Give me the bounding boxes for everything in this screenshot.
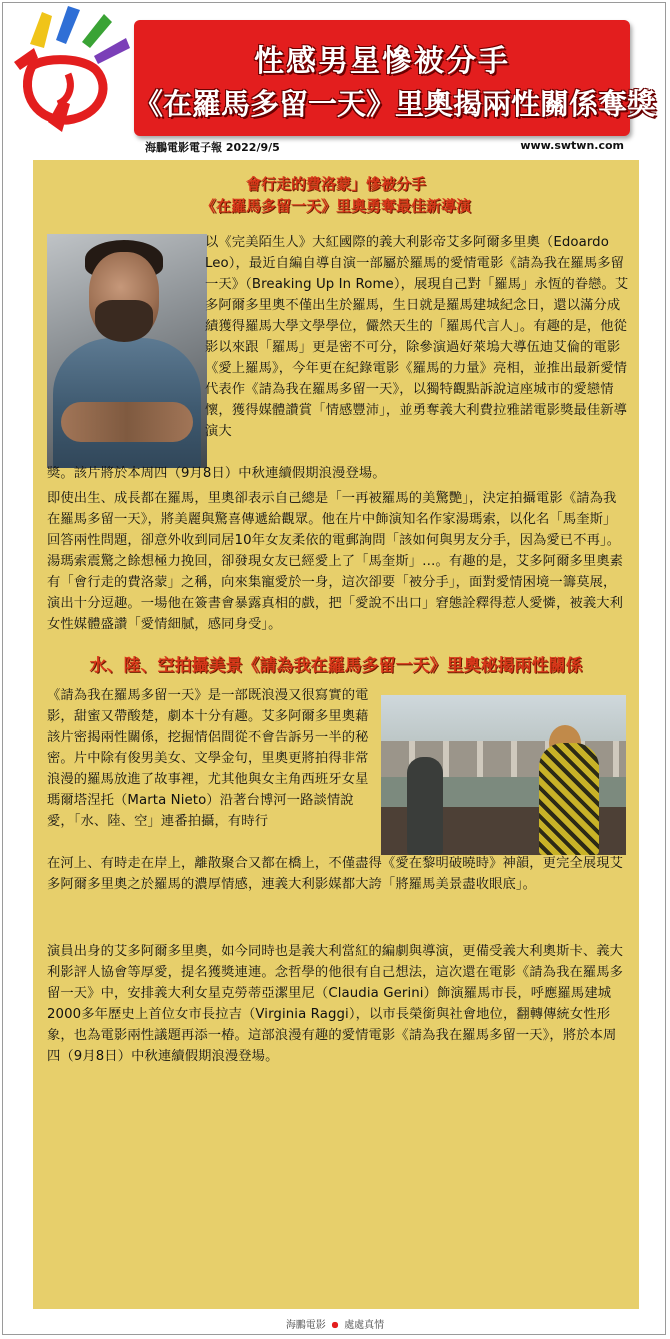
- paragraph-3: 《請為我在羅馬多留一天》是一部既浪漫又很寫實的電影，甜蜜又帶酸楚，劇本十分有趣。艾多阿爾多里奧藉該片密揭兩性關係，挖掘情侶間從不會告訴另一半的秘密。片中除有俊男美女、文學金句，里奧更將拍得非常浪漫的羅馬放進了故事裡，尤其他與女主角西班牙女星瑪爾塔涅托（Marta Nieto）沿著台博河一路談情說愛，「水、陸、空」連番拍攝，有時行: [47, 688, 369, 829]
- subheading-1-line-2: 《在羅馬多留一天》里奧勇奪最佳新導演: [200, 197, 471, 215]
- subheading-2: 水、陸、空拍攝美景《請為我在羅馬多留一天》里奧秘揭兩性關係: [89, 656, 583, 676]
- footer: [0, 1316, 670, 1331]
- paragraph-3-tail: 在河上、有時走在岸上，離散聚合又都在橋上，不僅盡得《愛在黎明破曉時》神韻，更完全展現艾多阿爾多里奧之於羅馬的濃厚情感，連義大利影媒都大誇「將羅馬美景盡收眼底」。: [47, 856, 624, 892]
- logo-mini-icon: [329, 1320, 341, 1330]
- footer-slogan: 處處真情: [344, 1320, 385, 1331]
- paragraph-1-tail: 獎。該片將於本周四（9月8日）中秋連續假期浪漫登場。: [47, 466, 386, 481]
- site-url[interactable]: www.swtwn.com: [520, 139, 624, 152]
- footer-brand: 海鵬電影: [285, 1320, 326, 1331]
- headline-line-2: 《在羅馬多留一天》里奧揭兩性關係奪獎: [134, 87, 657, 121]
- actor-portrait-photo: [47, 234, 207, 468]
- paragraph-2: 即使出生、成長都在羅馬，里奧卻表示自己總是「一再被羅馬的美驚艷」，決定拍攝電影《請為我在羅馬多留一天》，將美麗與驚喜傳遞給觀眾。他在片中飾演知名作家湯瑪索，以化名「馬奎斯」回答兩性問題，卻意外收到同居10年女友柔依的電郵詢問「該如何與男友分手，因為愛已不再」。湯瑪索震驚之餘想極力挽回，卻發現女友已經愛上了「馬奎斯」…。有趣的是，艾多阿爾多里奧素有「會行走的費洛蒙」之稱，向來集寵愛於一身，這次卻要「被分手」，面對愛情困境一籌莫展，演出十分逗趣。一場他在簽書會暴露真相的戲，把「愛說不出口」窘態詮釋得惹人愛憐，被義大利女性媒體盛讚「愛情細膩，感同身受」。: [47, 491, 624, 632]
- article-panel: [33, 160, 639, 1309]
- paragraph-1: 以《完美陌生人》大紅國際的義大利影帝艾多阿爾多里奧（Edoardo Leo），最近自編自導自演一部屬於羅馬的愛情電影《請為我在羅馬多留一天》（Breaking Up In Rome），展現自己對「羅馬」永恆的眷戀。艾多阿爾多里奧不僅出生於羅馬，生日就是羅馬建城紀念日，還以滿分成績獲得羅馬大學文學學位，儼然天生的「羅馬代言人」。有趣的是，他從影以來跟「羅馬」更是密不可分，除參演過好萊塢大導伍迪艾倫的電影《愛上羅馬》，今年更在紀錄電影《羅馬的力量》亮相，並推出最新愛情代表作《請為我在羅馬多留一天》，以獨特觀點訴說這座城市的愛戀情懷，獲得媒體讚賞「情感豐沛」，並勇奪義大利費拉雅諾電影獎最佳新導演大: [205, 235, 629, 439]
- title-banner: [134, 20, 657, 136]
- headline-line-1: 性感男星慘被分手: [254, 44, 510, 79]
- haipeng-logo: [8, 4, 138, 139]
- subheading-1-line-1: 會行走的費洛蒙」慘被分手: [245, 175, 426, 193]
- publication-date: 海鵬電影電子報 2022/9/5: [145, 141, 280, 154]
- paragraph-4: 演員出身的艾多阿爾多里奧，如今同時也是義大利當紅的編劇與導演，更備受義大利奧斯卡、義大利影評人協會等厚愛，提名獲獎連連。念哲學的他很有自己想法，這次還在電影《請為我在羅馬多留一天》中，安排義大利女星克勞蒂亞潔里尼（Claudia Gerini）飾演羅馬市長，呼應羅馬建城2000多年歷史上首位女市長拉吉（Virginia Raggi），以市長榮銜與社會地位，翻轉傳統女性形象，也為電影兩性議題再添一椿。這部浪漫有趣的愛情電影《請為我在羅馬多留一天》，將於本周四（9月8日）中秋連續假期浪漫登場。: [47, 944, 624, 1064]
- film-still-photo: [381, 695, 626, 855]
